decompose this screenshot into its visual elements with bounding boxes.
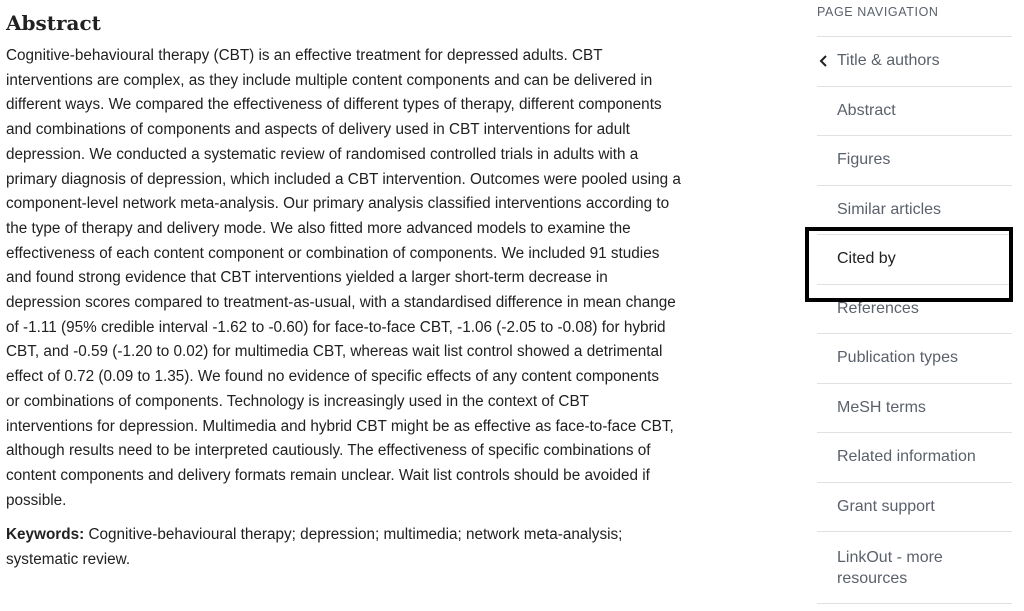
nav-item-label: Title & authors bbox=[837, 52, 940, 70]
nav-item-label: Abstract bbox=[837, 101, 896, 119]
page-navigation bbox=[817, 0, 1012, 604]
nav-item-label-line1: LinkOut - more bbox=[837, 548, 943, 566]
nav-item-figures[interactable] bbox=[817, 136, 1012, 186]
abstract-line: of -1.11 (95% credible interval -1.62 to -0.60) for face-to-face CBT, -1.06 (-2.05 to -0.08) for hybrid bbox=[6, 318, 666, 336]
abstract-line: possible. bbox=[6, 491, 67, 509]
nav-item-label: Cited by bbox=[837, 250, 896, 268]
abstract-line: different ways. We compared the effectiveness of different types of therapy, different components bbox=[6, 96, 662, 114]
abstract-line: effect of 0.72 (0.09 to 1.35). We found no evidence of specific effects of any content components bbox=[6, 368, 660, 386]
nav-item-mesh-terms[interactable] bbox=[817, 384, 1012, 434]
abstract-line: component-level network meta-analysis. Our primary analysis classified interventions according to bbox=[6, 195, 670, 213]
abstract-line: although results need to be interpreted cautiously. The effectiveness of specific combinations of bbox=[6, 442, 651, 460]
nav-item-references[interactable] bbox=[817, 285, 1012, 335]
abstract-line: primary diagnosis of depression, which included a CBT intervention. Outcomes were pooled using a bbox=[6, 170, 681, 188]
abstract-section bbox=[6, 0, 754, 573]
abstract-line: and found strong evidence that CBT interventions yielded a larger short-term decrease in bbox=[6, 269, 608, 287]
nav-item-label-line2: resources bbox=[837, 569, 908, 587]
nav-item-label: Grant support bbox=[837, 497, 935, 515]
nav-item-label: Figures bbox=[837, 151, 891, 169]
abstract-line: interventions for depression. Multimedia and hybrid CBT might be as effective as face-to-face CBT, bbox=[6, 417, 674, 435]
nav-item-cited-by[interactable] bbox=[817, 235, 1012, 285]
nav-item-publication-types[interactable] bbox=[817, 334, 1012, 384]
abstract-heading: Abstract bbox=[6, 11, 101, 35]
page-navigation-heading: PAGE NAVIGATION bbox=[817, 0, 1012, 37]
nav-item-label: References bbox=[837, 299, 919, 317]
nav-item-similar-articles[interactable] bbox=[817, 186, 1012, 236]
nav-item-title-authors[interactable] bbox=[817, 37, 1012, 87]
abstract-line: or combinations of components. Technology is increasingly used in the context of CBT bbox=[6, 392, 590, 410]
keywords bbox=[6, 523, 754, 572]
nav-item-label: MeSH terms bbox=[837, 398, 926, 416]
abstract-line: the type of therapy and delivery mode. We also fitted more advanced models to examine the bbox=[6, 219, 631, 237]
chevron-left-icon bbox=[817, 54, 831, 68]
nav-item-related-information[interactable] bbox=[817, 433, 1012, 483]
nav-item-grant-support[interactable] bbox=[817, 483, 1012, 533]
abstract-line: and combinations of components and aspects of delivery used in CBT interventions for adult bbox=[6, 121, 630, 139]
keywords-label: Keywords: bbox=[6, 526, 85, 544]
abstract-line: depression. We conducted a systematic review of randomised controlled trials in adults with a bbox=[6, 145, 639, 163]
nav-item-abstract[interactable] bbox=[817, 87, 1012, 137]
nav-item-label bbox=[837, 547, 943, 589]
abstract-line: CBT, and -0.59 (-1.20 to 0.02) for multimedia CBT, whereas wait list control showed a detrimental bbox=[6, 343, 663, 361]
keywords-text: Cognitive-behavioural therapy; depression; multimedia; network meta-analysis; bbox=[84, 526, 623, 544]
keywords-text-cont: systematic review. bbox=[6, 551, 131, 569]
nav-item-label: Related information bbox=[837, 448, 976, 466]
abstract-line: content components and delivery formats remain unclear. Wait list controls should be avoided if bbox=[6, 466, 650, 484]
abstract-text bbox=[6, 44, 754, 513]
nav-item-linkout[interactable] bbox=[817, 532, 1012, 604]
abstract-line: effectiveness of each content component or combination of components. We included 91 studies bbox=[6, 244, 660, 262]
nav-item-label: Similar articles bbox=[837, 200, 942, 218]
abstract-line: depression scores compared to treatment-as-usual, with a standardised difference in mean change bbox=[6, 294, 676, 312]
nav-item-label: Publication types bbox=[837, 349, 958, 367]
abstract-line: interventions are complex, as they include multiple content components and can be delivered in bbox=[6, 71, 653, 89]
abstract-line: Cognitive-behavioural therapy (CBT) is an effective treatment for depressed adults. CBT bbox=[6, 47, 603, 64]
